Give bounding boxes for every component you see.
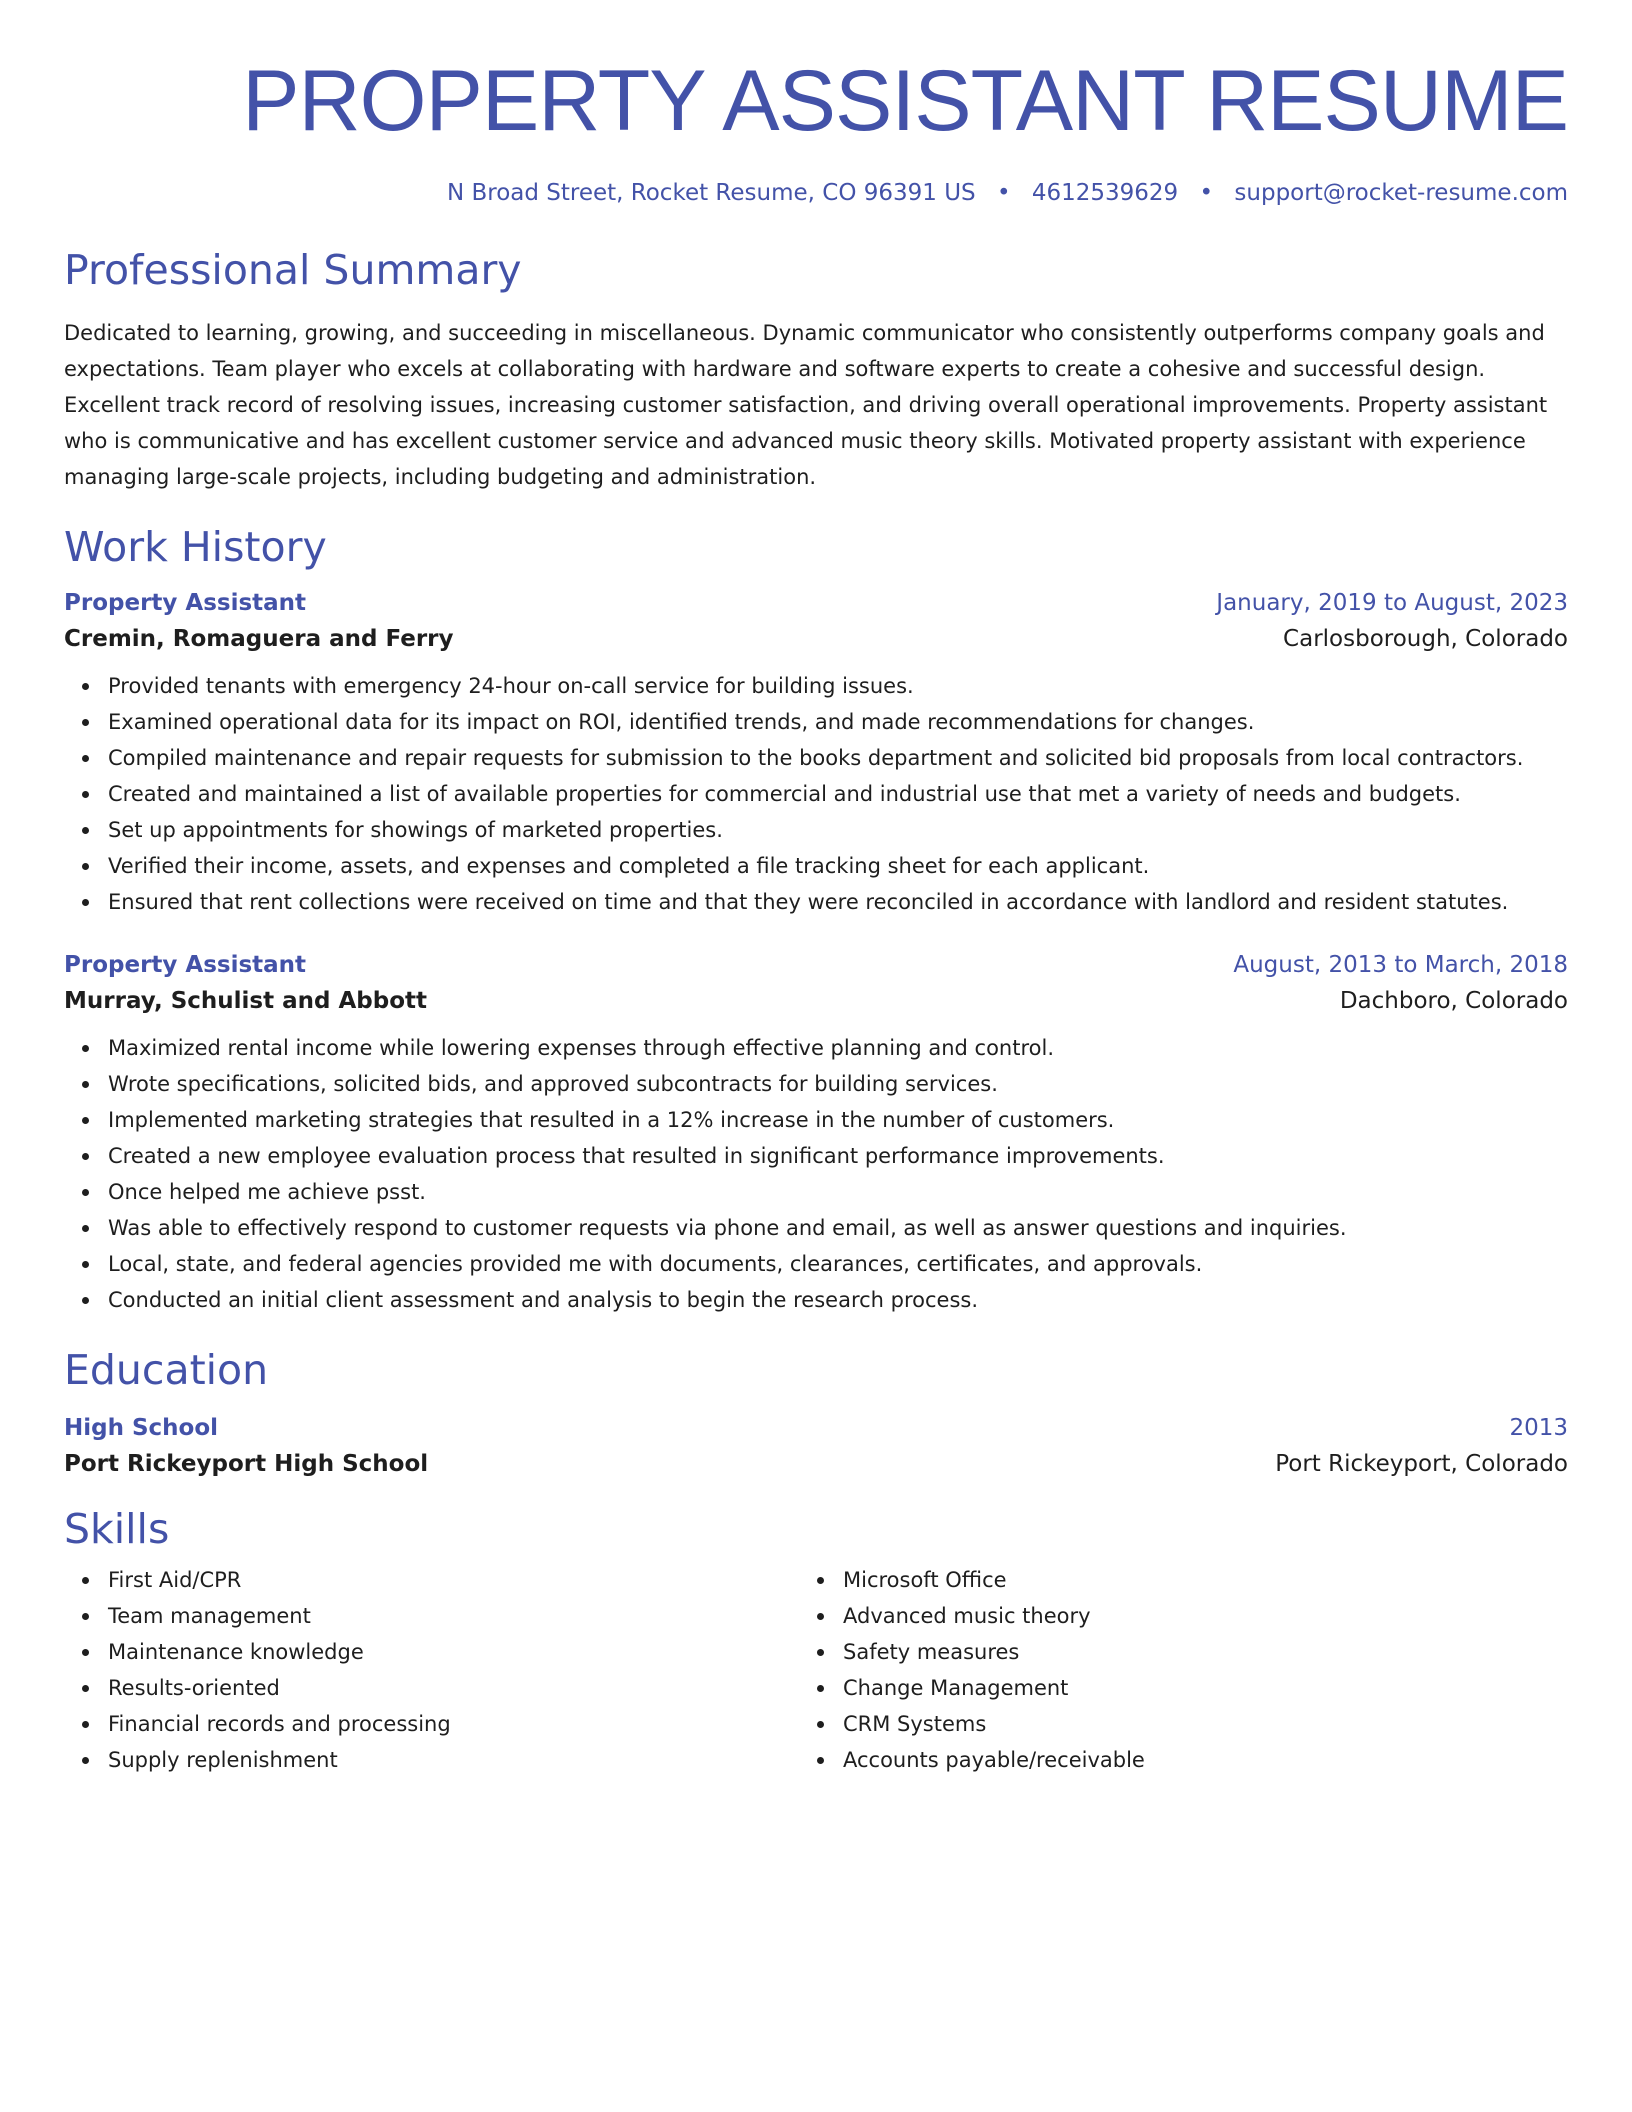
skill-item: Accounts payable/receivable — [843, 1742, 1534, 1778]
job-dates: August, 2013 to March, 2018 — [1233, 951, 1568, 978]
work-history-section — [64, 522, 1568, 1318]
skill-item: Advanced music theory — [843, 1598, 1534, 1634]
job-bullet: Conducted an initial client assessment and analysis to begin the research process. — [108, 1282, 1568, 1318]
job-bullet: Set up appointments for showings of marketed properties. — [108, 812, 1568, 848]
job-bullet: Created and maintained a list of available properties for commercial and industrial use that met a variety of needs and budgets. — [108, 776, 1568, 812]
skills-list-left — [64, 1562, 799, 1778]
summary-section — [64, 245, 1568, 495]
job-bullet: Examined operational data for its impact on ROI, identified trends, and made recommendations for changes. — [108, 704, 1568, 740]
summary-heading: Professional Summary — [64, 245, 522, 294]
skill-item: Team management — [108, 1598, 799, 1634]
job-bullet: Provided tenants with emergency 24-hour on-call service for building issues. — [108, 668, 1568, 704]
job-company-row — [64, 988, 1568, 1014]
job-company: Cremin, Romaguera and Ferry — [64, 625, 454, 652]
skills-grid — [64, 1562, 1568, 1778]
job-bullet: Verified their income, assets, and expenses and completed a file tracking sheet for each applicant. — [108, 848, 1568, 884]
education-section — [64, 1345, 1568, 1477]
job-entry — [64, 590, 1568, 920]
job-header-row — [64, 952, 1568, 978]
resume-title: PROPERTY ASSISTANT RESUME — [242, 53, 1568, 149]
job-bullet-list — [64, 668, 1568, 920]
summary-text: Dedicated to learning, growing, and succeeding in miscellaneous. Dynamic communicator who consistently outperforms company goals and expectations. Team player who excels at collaborating with hardware and software experts to create a cohesive and successful design. Excellent track record of resolving issues, increasing customer satisfaction, and driving overall operational improvements. Property assistant who is communicative and has excellent customer service and advanced music theory skills. Motivated property assistant with experience managing large-scale projects, including budgeting and administration. — [64, 320, 1548, 489]
job-location: Dachboro, Colorado — [1339, 987, 1568, 1014]
job-company: Murray, Schulist and Abbott — [64, 987, 428, 1014]
skill-item: First Aid/CPR — [108, 1562, 799, 1598]
contact-separator: • — [1199, 180, 1214, 206]
education-degree: High School — [64, 1414, 219, 1441]
job-bullet: Created a new employee evaluation process that resulted in significant performance improvements. — [108, 1138, 1568, 1174]
skills-heading: Skills — [64, 1504, 170, 1553]
contact-address: N Broad Street, Rocket Resume, CO 96391 US — [446, 180, 976, 206]
job-role: Property Assistant — [64, 951, 307, 978]
work-history-heading: Work History — [64, 522, 327, 571]
skill-item: CRM Systems — [843, 1706, 1534, 1742]
job-entry — [64, 952, 1568, 1318]
education-heading: Education — [64, 1345, 269, 1394]
contact-phone: 4612539629 — [1031, 180, 1179, 206]
skill-item: Change Management — [843, 1670, 1534, 1706]
job-bullet: Once helped me achieve psst. — [108, 1174, 1568, 1210]
job-bullet: Compiled maintenance and repair requests for submission to the books department and solicited bid proposals from local contractors. — [108, 740, 1568, 776]
education-location: Port Rickeyport, Colorado — [1275, 1450, 1568, 1477]
education-year: 2013 — [1509, 1414, 1568, 1441]
skill-item: Microsoft Office — [843, 1562, 1534, 1598]
contact-email: support@rocket-resume.com — [1234, 180, 1568, 206]
job-company-row — [64, 626, 1568, 652]
education-school-row — [64, 1451, 1568, 1477]
job-header-row — [64, 590, 1568, 616]
job-bullet: Was able to effectively respond to customer requests via phone and email, as well as answer questions and inquiries. — [108, 1210, 1568, 1246]
job-bullet: Wrote specifications, solicited bids, and approved subcontracts for building services. — [108, 1066, 1568, 1102]
job-role: Property Assistant — [64, 589, 307, 616]
skill-item: Safety measures — [843, 1634, 1534, 1670]
contact-line — [64, 180, 1568, 208]
job-bullet: Ensured that rent collections were received on time and that they were reconciled in accordance with landlord and resident statutes. — [108, 884, 1568, 920]
skills-list-right — [799, 1562, 1534, 1778]
skill-item: Results-oriented — [108, 1670, 799, 1706]
job-location: Carlosborough, Colorado — [1283, 625, 1568, 652]
job-dates: January, 2019 to August, 2023 — [1216, 589, 1568, 616]
contact-separator: • — [996, 180, 1011, 206]
skill-item: Maintenance knowledge — [108, 1634, 799, 1670]
education-header-row — [64, 1415, 1568, 1441]
education-entry — [64, 1415, 1568, 1477]
job-bullet-list — [64, 1030, 1568, 1318]
skill-item: Supply replenishment — [108, 1742, 799, 1778]
job-bullet: Implemented marketing strategies that resulted in a 12% increase in the number of customers. — [108, 1102, 1568, 1138]
skills-section — [64, 1504, 1568, 1778]
skill-item: Financial records and processing — [108, 1706, 799, 1742]
job-bullet: Local, state, and federal agencies provided me with documents, clearances, certificates, and approvals. — [108, 1246, 1568, 1282]
education-school: Port Rickeyport High School — [64, 1450, 429, 1477]
job-bullet: Maximized rental income while lowering expenses through effective planning and control. — [108, 1030, 1568, 1066]
